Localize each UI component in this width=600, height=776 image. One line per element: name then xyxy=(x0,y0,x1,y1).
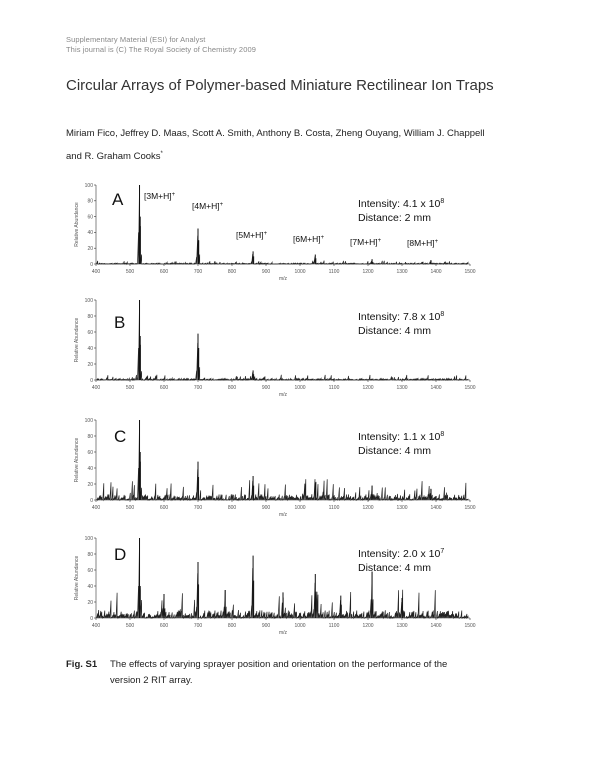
y-tick-label: 80 xyxy=(87,551,93,558)
y-tick-label: 100 xyxy=(84,535,93,542)
x-tick-label: 800 xyxy=(227,385,237,391)
paper-title: Circular Arrays of Polymer-based Miniature Rectilinear Ion Traps xyxy=(66,77,494,94)
x-tick-label: 1300 xyxy=(396,269,408,275)
x-tick-label: 1400 xyxy=(430,623,442,629)
y-tick-label: 20 xyxy=(87,246,93,252)
charge-sup: + xyxy=(434,239,439,245)
spectrum-panel-d xyxy=(74,536,476,636)
x-tick-label: 600 xyxy=(159,269,169,275)
authors-line1: Miriam Fico, Jeffrey D. Maas, Scott A. Smith, Anthony B. Costa, Zheng Ouyang, William J. Chappell xyxy=(66,128,485,139)
peak-annotation: [7M+H]+ xyxy=(350,237,382,247)
intensity-label: Intensity: 7.8 x $10^8$ xyxy=(358,311,445,323)
x-tick-label: 800 xyxy=(227,623,237,629)
intensity-exponent: 8 xyxy=(440,311,445,318)
x-tick-label: 1200 xyxy=(362,623,374,629)
panel-letter: B xyxy=(114,313,126,332)
x-tick-label: 900 xyxy=(261,623,271,629)
intensity-exponent: 8 xyxy=(440,431,445,438)
y-axis-label: Relative Abundance xyxy=(74,437,80,483)
x-tick-label: 400 xyxy=(91,385,101,391)
y-tick-label: 20 xyxy=(87,361,93,368)
panel-letter: D xyxy=(114,545,127,564)
x-tick-label: 600 xyxy=(159,505,169,511)
x-tick-label: 1100 xyxy=(328,505,340,511)
x-axis-label: m/z xyxy=(278,630,288,636)
x-tick-label: 1100 xyxy=(328,269,340,275)
figure-caption xyxy=(66,657,546,689)
spectrum-panel-b xyxy=(74,298,476,398)
x-tick-label: 700 xyxy=(193,623,203,629)
x-tick-label: 1500 xyxy=(464,505,476,511)
peak-annotation: [3M+H]+ xyxy=(144,191,176,201)
y-tick-label: 0 xyxy=(90,261,93,268)
y-axis-label: Relative Abundance xyxy=(74,202,80,247)
x-tick-label: 700 xyxy=(193,385,203,391)
intensity-label: Intensity: 2.0 x $10^7$ xyxy=(358,548,445,560)
x-tick-label: 600 xyxy=(159,385,169,391)
x-tick-label: 1200 xyxy=(362,269,374,275)
y-tick-label: 100 xyxy=(84,182,93,189)
x-tick-label: 1500 xyxy=(464,385,476,391)
y-tick-label: 100 xyxy=(84,417,93,424)
y-tick-label: 0 xyxy=(90,497,93,504)
x-tick-label: 1000 xyxy=(294,269,306,275)
peak-annotation: [4M+H]+ xyxy=(192,201,224,211)
x-tick-label: 700 xyxy=(193,505,203,511)
charge-sup: + xyxy=(263,231,268,237)
caption-text-line1: The effects of varying sprayer position and orientation on the performance of the xyxy=(110,659,448,670)
charge-sup: + xyxy=(320,235,325,241)
x-tick-label: 800 xyxy=(227,269,237,275)
charge-sup: + xyxy=(377,238,382,244)
x-tick-label: 1500 xyxy=(464,623,476,629)
distance-label: Distance: 4 mm xyxy=(358,562,431,574)
y-axis-label: Relative Abundance xyxy=(74,555,80,601)
intensity-exponent: 7 xyxy=(440,548,445,555)
x-tick-label: 1400 xyxy=(430,385,442,391)
x-tick-label: 1000 xyxy=(294,623,306,629)
x-tick-label: 500 xyxy=(125,269,135,275)
x-tick-label: 400 xyxy=(91,505,101,511)
y-tick-label: 0 xyxy=(90,377,93,384)
intensity-label: Intensity: 1.1 x $10^8$ xyxy=(358,431,445,443)
x-tick-label: 500 xyxy=(125,623,135,629)
spectrum-panel-c xyxy=(74,418,476,518)
peak-annotation: [8M+H]+ xyxy=(407,238,439,248)
caption-label: Fig. S1 xyxy=(66,659,98,670)
x-tick-label: 1200 xyxy=(362,385,374,391)
charge-sup: + xyxy=(171,192,176,198)
x-tick-label: 400 xyxy=(91,623,101,629)
y-tick-label: 80 xyxy=(87,313,93,320)
x-tick-label: 1400 xyxy=(430,505,442,511)
intensity-exponent: 8 xyxy=(440,198,445,205)
y-tick-label: 60 xyxy=(87,214,93,221)
x-tick-label: 900 xyxy=(261,505,271,511)
y-tick-label: 60 xyxy=(87,449,93,456)
y-tick-label: 100 xyxy=(84,297,93,304)
y-axis-label: Relative Abundance xyxy=(74,317,80,363)
y-tick-label: 40 xyxy=(87,583,93,590)
panel-letter: A xyxy=(112,190,124,209)
x-axis-label: m/z xyxy=(278,392,288,398)
caption-text-line2: version 2 RIT array. xyxy=(110,675,193,686)
x-tick-label: 1000 xyxy=(294,385,306,391)
y-tick-label: 40 xyxy=(87,230,93,237)
y-tick-label: 40 xyxy=(87,465,93,472)
x-tick-label: 1300 xyxy=(396,385,408,391)
x-tick-label: 400 xyxy=(91,269,101,275)
distance-label: Distance: 4 mm xyxy=(358,445,431,457)
x-tick-label: 1300 xyxy=(396,623,408,629)
x-tick-label: 1000 xyxy=(294,505,306,511)
x-tick-label: 600 xyxy=(159,623,169,629)
charge-sup: + xyxy=(219,202,224,208)
distance-label: Distance: 2 mm xyxy=(358,212,431,224)
x-tick-label: 900 xyxy=(261,385,271,391)
journal-header-line1: Supplementary Material (ESI) for Analyst xyxy=(66,35,206,44)
intensity-label: Intensity: 4.1 x $10^8$ xyxy=(358,198,445,210)
y-tick-label: 80 xyxy=(87,433,93,440)
x-tick-label: 1200 xyxy=(362,505,374,511)
x-tick-label: 500 xyxy=(125,505,135,511)
journal-header-line2: This journal is (C) The Royal Society of Chemistry 2009 xyxy=(66,45,257,54)
panel-letter: C xyxy=(114,427,127,446)
corresponding-author-mark: * xyxy=(160,151,163,157)
x-axis-label: m/z xyxy=(278,276,288,282)
x-tick-label: 1400 xyxy=(430,269,442,275)
y-tick-label: 60 xyxy=(87,567,93,574)
y-tick-label: 20 xyxy=(87,481,93,488)
x-tick-label: 1100 xyxy=(328,623,340,629)
x-tick-label: 900 xyxy=(261,269,271,275)
x-tick-label: 1100 xyxy=(328,385,340,391)
distance-label: Distance: 4 mm xyxy=(358,325,431,337)
y-tick-label: 80 xyxy=(87,198,93,205)
y-tick-label: 40 xyxy=(87,345,93,352)
x-axis-label: m/z xyxy=(278,512,288,518)
x-tick-label: 800 xyxy=(227,505,237,511)
x-tick-label: 700 xyxy=(193,269,203,275)
spectrum-panel-a xyxy=(74,183,476,282)
authors-line2: and R. Graham Cooks xyxy=(66,151,161,163)
peak-annotation: [5M+H]+ xyxy=(236,230,268,240)
x-tick-label: 1500 xyxy=(464,269,476,275)
x-tick-label: 1300 xyxy=(396,505,408,511)
x-tick-label: 500 xyxy=(125,385,135,391)
y-tick-label: 60 xyxy=(87,329,93,336)
y-tick-label: 0 xyxy=(90,615,93,622)
y-tick-label: 20 xyxy=(87,599,93,606)
peak-annotation: [6M+H]+ xyxy=(293,234,325,244)
